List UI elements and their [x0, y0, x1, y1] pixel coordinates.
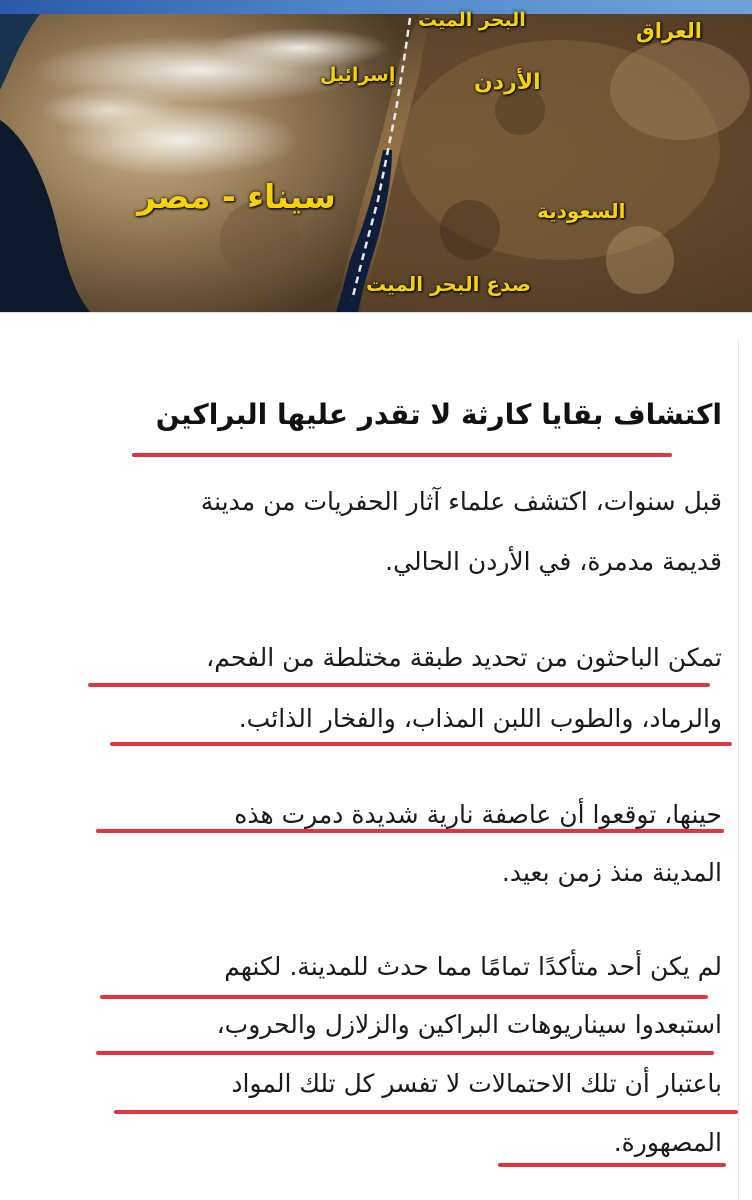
paragraph-1-line-2: قديمة مدمرة، في الأردن الحالي. — [385, 547, 722, 576]
highlight-underline — [498, 1163, 726, 1167]
map-label-saudi: السعودية — [537, 199, 626, 223]
paragraph-4-line-4: المصهورة. — [613, 1128, 722, 1157]
article-title: اكتشاف بقايا كارثة لا تقدر عليها البراكين — [155, 398, 722, 431]
map-label-israel: إسرائيل — [320, 64, 396, 86]
map-label-rift: صدع البحر الميت — [366, 272, 531, 296]
highlight-underline — [114, 1110, 738, 1114]
map-label-jordan: الأردن — [474, 70, 541, 95]
paragraph-3-line-1: حينها، توقعوا أن عاصفة نارية شديدة دمرت هذه — [234, 800, 722, 829]
highlight-underline — [110, 742, 732, 746]
paragraph-2-line-2: والرماد، والطوب اللبن المذاب، والفخار الذائب. — [238, 704, 722, 733]
paragraph-4-line-2: استبعدوا سيناريوهات البراكين والزلازل والحروب، — [216, 1010, 722, 1039]
map-label-iraq: العراق — [636, 19, 702, 43]
satellite-map-graphic — [0, 0, 752, 312]
map-label-sinai-egypt: سيناء - مصر — [137, 177, 336, 216]
paragraph-4-line-3: باعتبار أن تلك الاحتمالات لا تفسر كل تلك المواد — [231, 1069, 722, 1098]
highlight-underline — [96, 1051, 714, 1055]
paragraph-2-line-1: تمكن الباحثون من تحديد طبقة مختلطة من الفحم، — [206, 643, 722, 672]
article-edge-line — [738, 340, 739, 1200]
highlight-underline — [100, 995, 708, 999]
paragraph-4-line-1: لم يكن أحد متأكدًا تمامًا مما حدث للمدينة. لكنهم — [224, 952, 722, 981]
map-image — [0, 0, 752, 312]
highlight-underline — [88, 683, 710, 687]
map-label-dead-sea: البحر الميت — [418, 9, 526, 31]
image-divider — [0, 312, 752, 341]
paragraph-3-line-2: المدينة منذ زمن بعيد. — [501, 858, 722, 887]
title-underline — [132, 453, 672, 457]
paragraph-1-line-1: قبل سنوات، اكتشف علماء آثار الحفريات من مدينة — [200, 487, 722, 516]
highlight-underline — [96, 829, 724, 833]
